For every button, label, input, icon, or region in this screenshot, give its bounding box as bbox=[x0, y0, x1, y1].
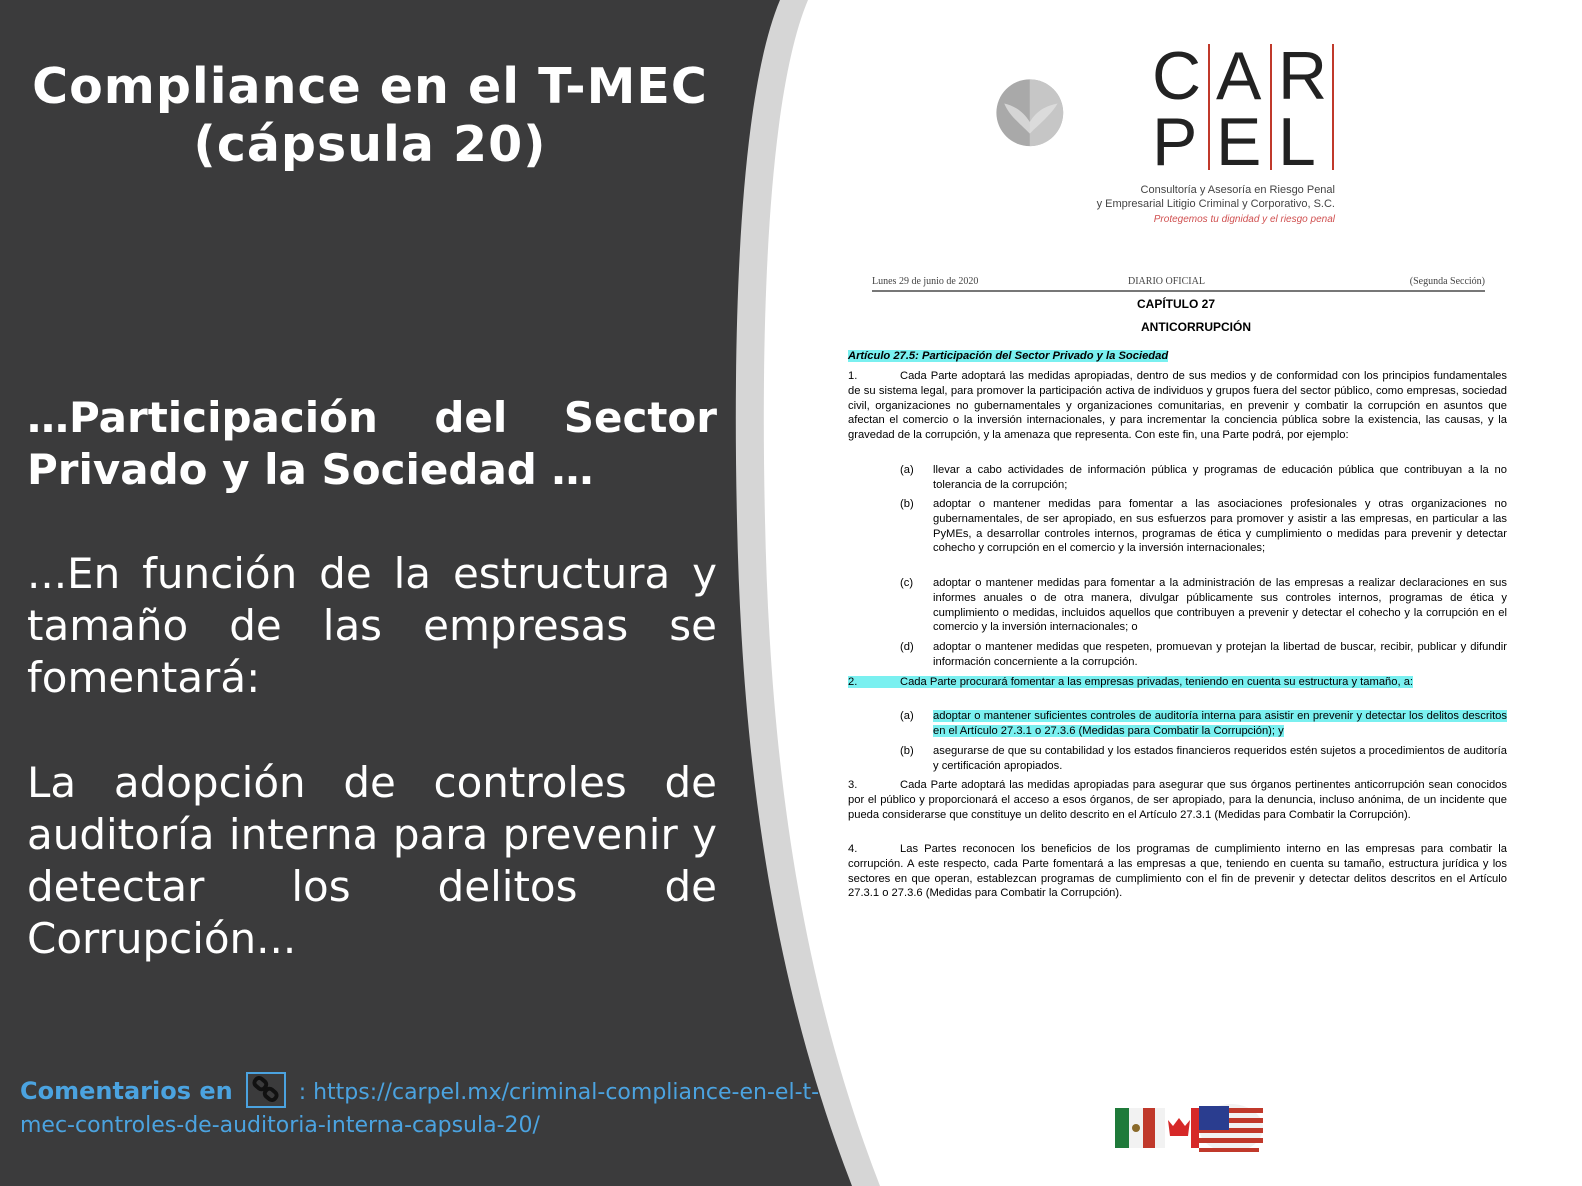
body-paragraph-2: La adopción de controles de auditoría interna para prevenir y detectar los delitos de Corrupción... bbox=[27, 758, 717, 963]
item-key: (c) bbox=[900, 577, 914, 589]
list-item bbox=[900, 709, 1507, 739]
logo-tagline bbox=[1050, 183, 1335, 211]
tagline-line-1: Consultoría y Asesoría en Riesgo Penal bbox=[1140, 184, 1335, 196]
comments-url[interactable]: : https://carpel.mx/criminal-compliance-en-el-t-mec-controles-de-auditoria-interna-capsula-20/ bbox=[20, 1080, 820, 1138]
paragraph-4 bbox=[848, 842, 1507, 901]
chapter-number: CAPÍTULO 27 bbox=[1136, 297, 1215, 311]
logo-letter: P bbox=[1152, 104, 1198, 180]
comments-label: Comentarios en bbox=[20, 1077, 233, 1105]
paragraph-text: Cada Parte adoptará las medidas apropiadas, dentro de sus medios y de conformidad con los principios fundamentales de su sistema legal, para promover la participación activa de individuos y grupos fuera del sector público, como empresas, sociedad civil, organizaciones no gubernamentales y organizaciones comunitarias, en prevenir y combatir la corrupción en asuntos que afectan el comercio o la inversión internacionales, y para incrementar la conciencia pública sobre la existencia, las causas, y la gravedad de la corrupción, y la amenaza que representa. Con este fin, una Parte podrá, por ejemplo: bbox=[848, 370, 1507, 442]
paragraph-2 bbox=[848, 675, 1507, 690]
paragraph-number: 1. bbox=[848, 370, 858, 382]
carpel-logo-emblem bbox=[995, 42, 1155, 202]
logo-letter: A bbox=[1216, 38, 1262, 114]
topic-heading: …Participación del Sector Privado y la Sociedad … bbox=[27, 393, 717, 494]
item-key: (a) bbox=[900, 464, 914, 476]
item-text: adoptar o mantener medidas que respeten, promuevan y protejan la libertad de buscar, recibir, publicar y difundir información concerniente a la corrupción. bbox=[933, 641, 1507, 668]
logo-letter: R bbox=[1278, 38, 1328, 114]
paragraph-number: 3. bbox=[848, 779, 858, 791]
article-title bbox=[848, 349, 1507, 364]
logo-letter: L bbox=[1278, 104, 1316, 180]
carpel-wordmark bbox=[1150, 38, 1340, 180]
list-item bbox=[900, 463, 1507, 493]
article-title-text: Artículo 27.5: Participación del Sector Privado y la Sociedad bbox=[848, 350, 1169, 362]
item-key: (b) bbox=[900, 745, 914, 757]
paragraph-number: 2. bbox=[848, 676, 858, 688]
document-header bbox=[872, 276, 1485, 292]
logo-divider bbox=[1270, 44, 1272, 170]
logo-letter: C bbox=[1152, 38, 1202, 114]
list-item bbox=[900, 744, 1507, 774]
item-text: adoptar o mantener medidas para fomentar a las asociaciones profesionales y otras organizaciones no gubernamentales, de ser apropiado, en sus esfuerzos para promover y asistir a las empresas, en particular a las PyMEs, a desarrollar controles internos, programas de ética y cumplimiento o medidas para prevenir y detectar cohecho y corrupción en el comercio y la inversión internacionales; bbox=[933, 498, 1507, 555]
title-line-2: (cápsula 20) bbox=[193, 116, 547, 173]
paragraph-text: Cada Parte procurará fomentar a las empresas privadas, teniendo en cuenta su estructura y tamaño, a: bbox=[900, 676, 1414, 688]
logo-letter: E bbox=[1216, 104, 1262, 180]
paragraph-text: Cada Parte adoptará las medidas apropiadas para asegurar que sus órganos pertinentes anticorrupción sean conocidos por el público y proporcionará el acceso a esos órganos, de ser apropiado, para la denuncia, incluso anónima, de un incidente que pueda considerarse que constituye un delito descrito en el Artículo 27.3.1 (Medidas para Combatir la Corrupción). bbox=[848, 779, 1507, 821]
item-key: (b) bbox=[900, 498, 914, 510]
tagline-line-2: y Empresarial Litigio Criminal y Corporativo, S.C. bbox=[1096, 198, 1335, 210]
comments-footer bbox=[20, 1075, 820, 1141]
title-line-1: Compliance en el T-MEC bbox=[32, 58, 708, 115]
item-key: (d) bbox=[900, 641, 914, 653]
paragraph-text: Las Partes reconocen los beneficios de los programas de cumplimiento interno en las empresas para combatir la corrupción. A este respecto, cada Parte fomentará a las empresas a que, teniendo en cuenta su tamaño, estructura jurídica y los sectores en que operan, establezcan programas de cumplimiento con el fin de prevenir y detectar delitos descritos en el Artículo 27.3.1 o 27.3.6 (Medidas para Combatir la Corrupción). bbox=[848, 843, 1507, 900]
item-key: (a) bbox=[900, 710, 914, 722]
link-icon[interactable] bbox=[246, 1072, 286, 1108]
logo-divider bbox=[1208, 44, 1210, 170]
item-text: adoptar o mantener medidas para fomentar a la administración de las empresas a realizar declaraciones en sus informes anuales o de otra manera, divulgar públicamente sus controles internos, programas de ética y cumplimiento o medidas, incluidos aquellos que contribuyen a prevenir y detectar el cohecho y la corrupción en el comercio y la inversión internacionales; o bbox=[933, 577, 1507, 634]
item-text: adoptar o mantener suficientes controles de auditoría interna para asistir en prevenir y detectar los delitos descritos en el Artículo 27.3.1 o 27.3.6 (Medidas para Combatir la Corrupción); y bbox=[933, 710, 1507, 737]
paragraph-1 bbox=[848, 369, 1507, 443]
list-item bbox=[900, 497, 1507, 556]
list-item bbox=[900, 576, 1507, 635]
chapter-title: ANTICORRUPCIÓN bbox=[1141, 320, 1251, 334]
header-source: DIARIO OFICIAL bbox=[1128, 276, 1205, 287]
logo-divider bbox=[1332, 44, 1334, 170]
slide-title bbox=[0, 58, 740, 174]
paragraph-3 bbox=[848, 778, 1507, 822]
item-text: asegurarse de que su contabilidad y los estados financieros requeridos estén sujetos a procedimientos de auditoría y certificación apropiados. bbox=[933, 745, 1507, 772]
logo-slogan: Protegemos tu dignidad y el riesgo penal bbox=[1153, 214, 1335, 225]
list-item bbox=[900, 640, 1507, 670]
item-text: llevar a cabo actividades de información pública y programas de educación pública que contribuyan a la no tolerancia de la corrupción; bbox=[933, 464, 1507, 491]
body-paragraph-1: ...En función de la estructura y tamaño de las empresas se fomentará: bbox=[27, 549, 717, 702]
flags-icon bbox=[1113, 1098, 1265, 1158]
header-date: Lunes 29 de junio de 2020 bbox=[872, 276, 979, 287]
paragraph-number: 4. bbox=[848, 843, 858, 855]
header-section: (Segunda Sección) bbox=[1409, 276, 1485, 287]
